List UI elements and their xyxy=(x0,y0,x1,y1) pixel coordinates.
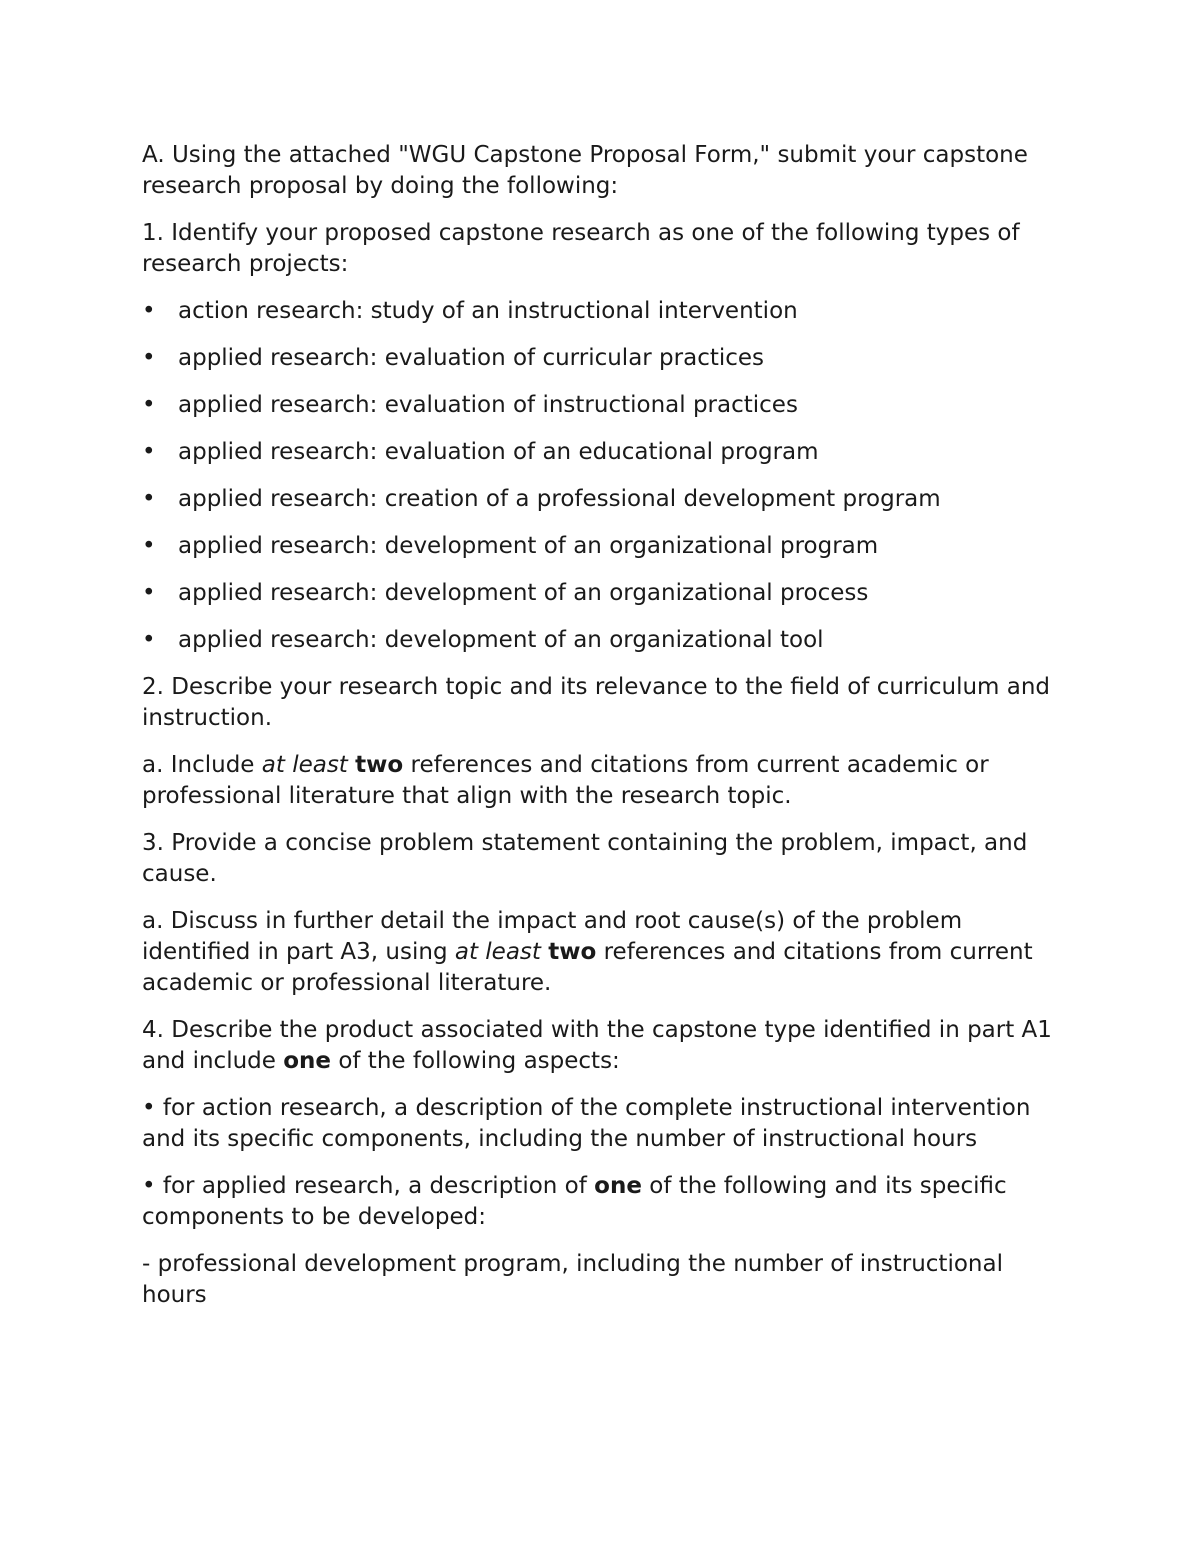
list-item xyxy=(142,343,1072,374)
list-item xyxy=(142,437,1072,468)
item-4-bullet-action: • for action research, a description of the complete instructional intervention and its specific components, including the number of instructional hours xyxy=(142,1095,1031,1152)
list-item-text: applied research: creation of a professional development program xyxy=(178,486,941,512)
list-item xyxy=(142,484,1072,515)
document-body xyxy=(142,140,1072,1327)
list-item-text: applied research: evaluation of an educational program xyxy=(178,439,819,465)
item-3-text: 3. Provide a concise problem statement containing the problem, impact, and cause. xyxy=(142,830,1028,887)
item-2a-bold: two xyxy=(355,752,404,778)
item-3a-italic: at least xyxy=(454,939,541,965)
bullet-icon: • xyxy=(142,345,156,371)
item-4-text xyxy=(142,1015,1072,1077)
item-2-text: 2. Describe your research topic and its relevance to the field of curriculum and instruction. xyxy=(142,674,1051,731)
list-item-text: action research: study of an instructional intervention xyxy=(178,298,798,324)
item-2a-suffix: references and citations from current academic or professional literature that align with the research topic. xyxy=(142,752,989,809)
item-4-dash-item: - professional development program, including the number of instructional hours xyxy=(142,1251,1003,1308)
item-4-bullet-applied xyxy=(142,1171,1072,1233)
item-4-prefix: 4. Describe the product associated with the capstone type identified in part A1 and include xyxy=(142,1017,1052,1074)
item-4-applied-bold: one xyxy=(594,1173,642,1199)
list-item xyxy=(142,296,1072,327)
bullet-icon: • xyxy=(142,580,156,606)
item-2a-text xyxy=(142,750,1072,812)
list-item-text: applied research: development of an organizational tool xyxy=(178,627,824,653)
list-item-text: applied research: evaluation of curricular practices xyxy=(178,345,765,371)
bullet-icon: • xyxy=(142,439,156,465)
item-3a-bold: two xyxy=(548,939,597,965)
bullet-icon: • xyxy=(142,392,156,418)
bullet-icon: • xyxy=(142,486,156,512)
list-item xyxy=(142,390,1072,421)
bullet-icon: • xyxy=(142,533,156,559)
list-item xyxy=(142,578,1072,609)
section-a-intro: A. Using the attached "WGU Capstone Proposal Form," submit your capstone research proposal by doing the following: xyxy=(142,142,1028,199)
list-item-text: applied research: evaluation of instructional practices xyxy=(178,392,798,418)
item-3a-text xyxy=(142,906,1072,999)
item-3a-prefix: a. Discuss in further detail the impact and root cause(s) of the problem identified in part A3, using xyxy=(142,908,963,965)
item-3a-suffix: references and citations from current academic or professional literature. xyxy=(142,939,1033,996)
item-2a-italic: at least xyxy=(261,752,348,778)
item-4-applied-prefix: • for applied research, a description of xyxy=(142,1173,595,1199)
item-2a-prefix: a. Include xyxy=(142,752,262,778)
item-4-bold: one xyxy=(283,1048,332,1074)
bullet-icon: • xyxy=(142,627,156,653)
item-1-text: 1. Identify your proposed capstone research as one of the following types of research projects: xyxy=(142,220,1020,277)
bullet-icon: • xyxy=(142,298,156,324)
list-item xyxy=(142,625,1072,656)
list-item-text: applied research: development of an organizational process xyxy=(178,580,869,606)
item-4-applied-suffix: of the following and its specific components to be developed: xyxy=(142,1173,1007,1230)
list-item-text: applied research: development of an organizational program xyxy=(178,533,879,559)
item-4-suffix: of the following aspects: xyxy=(331,1048,620,1074)
list-item xyxy=(142,531,1072,562)
